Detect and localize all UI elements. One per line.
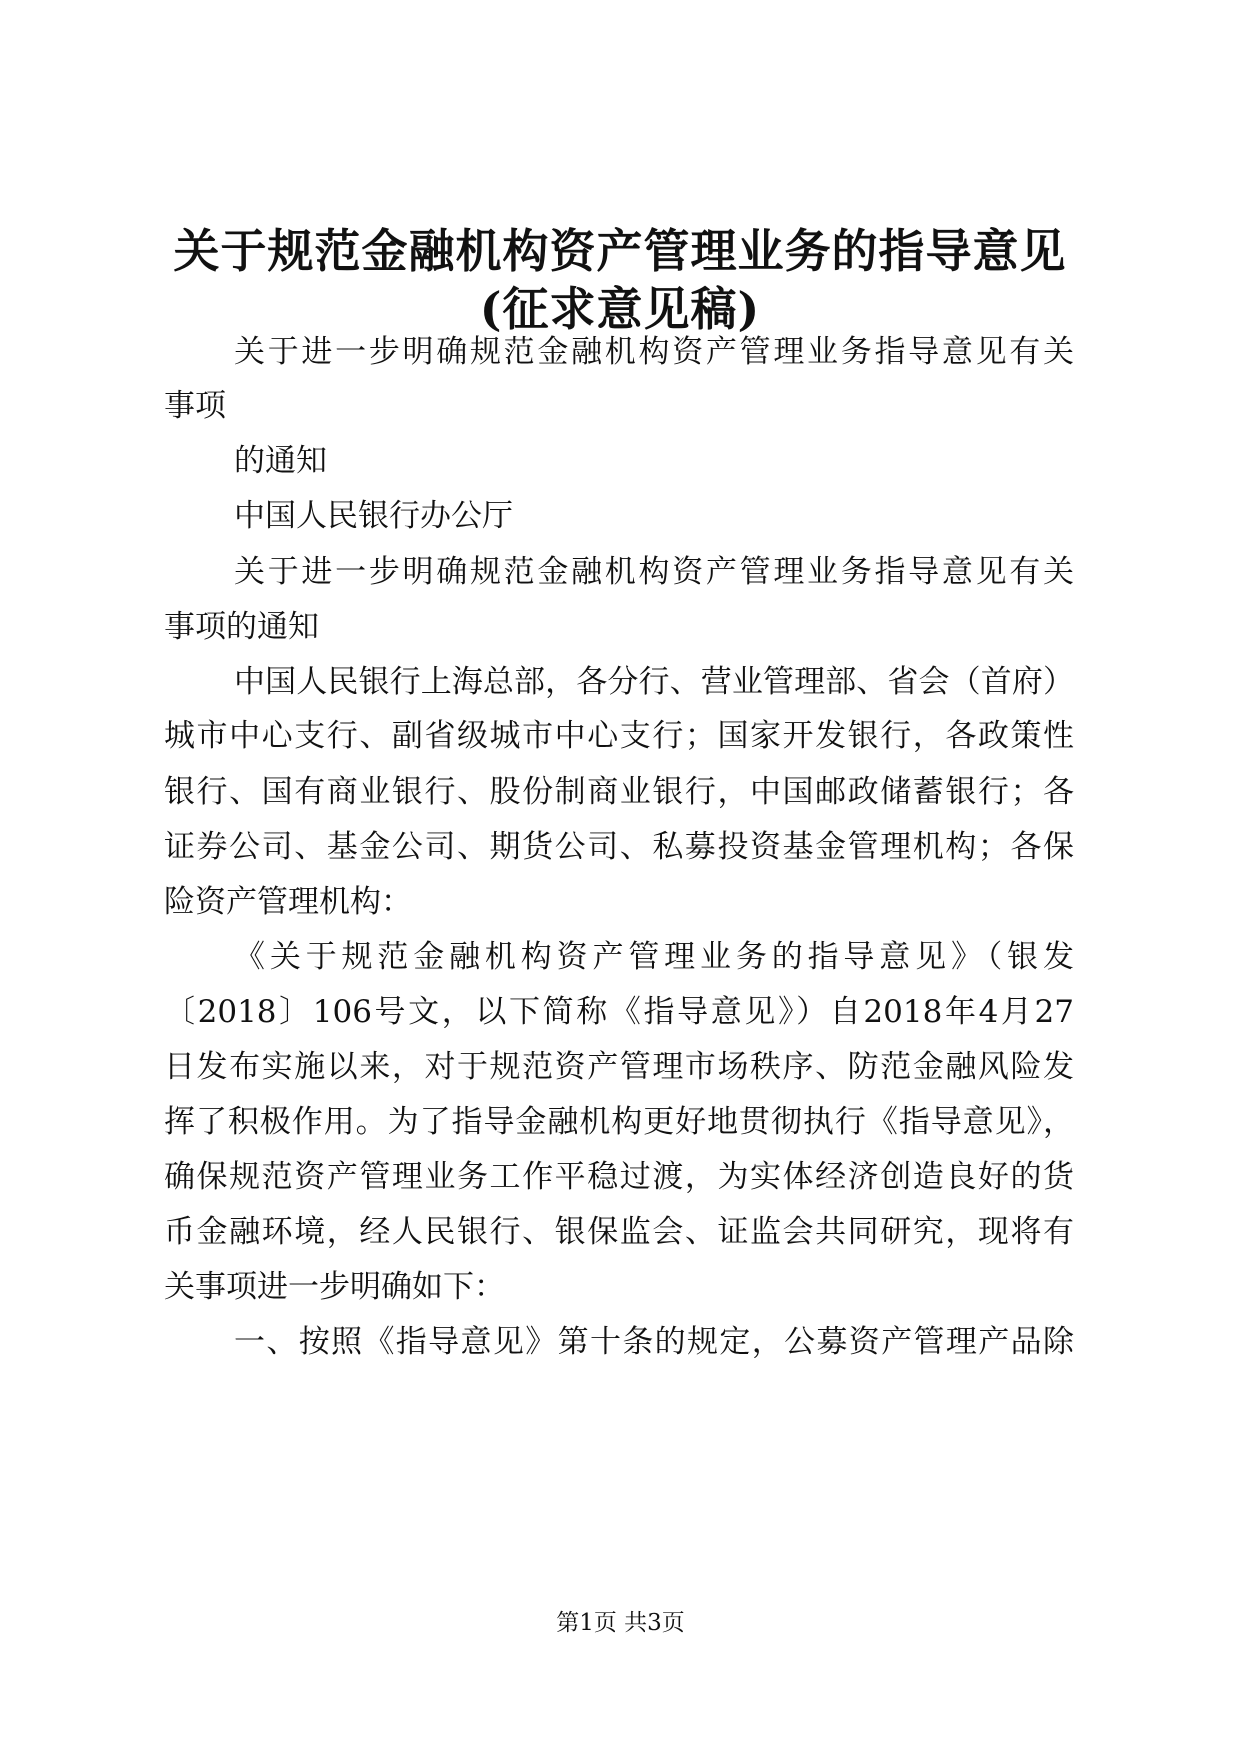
document-title: 关于规范金融机构资产管理业务的指导意见 [173, 224, 1067, 278]
body-line: 城市中心支行、副省级城市中心支行；国家开发银行，各政策性 [164, 718, 1074, 754]
body-line: 事项 [164, 388, 226, 424]
body-line: 〔2018〕106号文，以下简称《指导意见》）自2018年4月27 [164, 994, 1074, 1030]
body-line: 事项的通知 [164, 609, 319, 645]
body-line: 日发布实施以来，对于规范资产管理市场秩序、防范金融风险发 [164, 1049, 1074, 1085]
body-line: 关于进一步明确规范金融机构资产管理业务指导意见有关 [234, 334, 1074, 370]
body-line: 证券公司、基金公司、期货公司、私募投资基金管理机构；各保 [164, 829, 1074, 865]
body-line: 的通知 [234, 443, 327, 479]
page-number: 第1页 共3页 [556, 1610, 685, 1636]
body-line: 银行、国有商业银行、股份制商业银行，中国邮政储蓄银行；各 [164, 774, 1074, 810]
body-line: 确保规范资产管理业务工作平稳过渡，为实体经济创造良好的货 [164, 1159, 1074, 1195]
body-line: 币金融环境，经人民银行、银保监会、证监会共同研究，现将有 [164, 1214, 1074, 1250]
body-line: 一、按照《指导意见》第十条的规定，公募资产管理产品除 [234, 1324, 1074, 1360]
body-line: 《关于规范金融机构资产管理业务的指导意见》（银发 [234, 939, 1074, 975]
body-line: 中国人民银行上海总部，各分行、营业管理部、省会（首府） [234, 664, 1074, 700]
body-line: 关于进一步明确规范金融机构资产管理业务指导意见有关 [234, 554, 1074, 590]
body-line: 中国人民银行办公厅 [234, 498, 513, 534]
body-line: 关事项进一步明确如下： [164, 1269, 505, 1305]
body-line: 挥了积极作用。为了指导金融机构更好地贯彻执行《指导意见》， [164, 1104, 1074, 1140]
body-line: 险资产管理机构： [164, 884, 412, 920]
document-subtitle: (征求意见稿) [479, 282, 761, 336]
